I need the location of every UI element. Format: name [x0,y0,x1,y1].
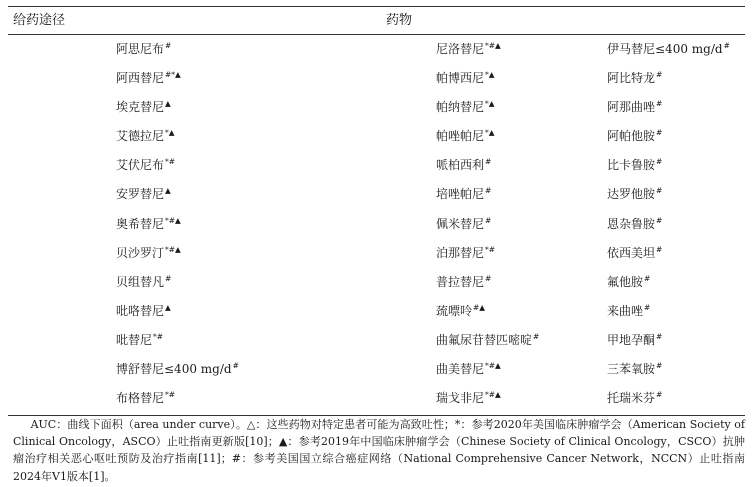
drug-cell [436,65,495,94]
drug-cell [116,327,163,356]
drug-name: 贝组替凡 [116,274,165,289]
drug-cell [607,211,662,240]
guideline-marker: # [656,331,663,341]
drug-cell [607,181,662,210]
table-row [0,298,754,327]
drug-name: 甲地孕酮 [607,332,656,347]
guideline-marker: # [656,128,663,138]
drug-name: 阿西替尼 [116,71,165,86]
drug-cell [436,356,501,385]
guideline-marker: *#▲ [165,244,181,254]
table-row [0,240,754,269]
drug-name: 托瑞米芬 [607,391,656,406]
drug-cell [436,94,495,123]
guideline-marker: *# [153,331,164,341]
guideline-marker: *# [165,390,176,400]
drug-cell [116,356,239,385]
drug-name: 瑞戈非尼 [436,391,485,406]
guideline-marker: # [656,361,663,371]
guideline-marker: *#▲ [485,390,501,400]
header-drug: 药物 [386,13,413,28]
guideline-marker: ▲ [165,186,171,196]
guideline-marker: # [485,157,492,167]
drug-cell [607,240,662,269]
drug-cell [607,36,730,65]
drug-name: 来曲唑 [607,303,644,318]
drug-name: 埃克替尼 [116,100,165,115]
guideline-marker: # [644,302,651,312]
drug-name: 伊马替尼≤400 mg/d [607,42,723,56]
guideline-marker: # [656,157,663,167]
guideline-marker: # [165,273,172,283]
drug-cell [436,181,491,210]
guideline-marker: *▲ [485,128,495,138]
guideline-marker: # [656,186,663,196]
table-row [0,152,754,181]
guideline-marker: # [656,215,663,225]
drug-cell [436,152,491,181]
guideline-marker: # [723,41,730,50]
table-row [0,65,754,94]
drug-name: 佩米替尼 [436,216,485,231]
table-row [0,181,754,210]
drug-cell [436,269,491,298]
table-row [0,385,754,414]
guideline-marker: # [485,215,492,225]
drug-name: 曲氟尿苷替匹嘧啶 [436,332,533,347]
table-row [0,123,754,152]
drug-cell [436,211,491,240]
drug-name: 帕唑帕尼 [436,129,485,144]
drug-cell [436,327,539,356]
drug-cell [116,94,171,123]
drug-name: 普拉替尼 [436,274,485,289]
drug-name: 恩杂鲁胺 [607,216,656,231]
drug-name: 帕博西尼 [436,71,485,86]
drug-cell [607,327,662,356]
guideline-marker: # [232,361,239,371]
drug-name: 阿比特龙 [607,71,656,86]
drug-cell [607,298,650,327]
drug-name: 帕纳替尼 [436,100,485,115]
drug-cell [116,298,171,327]
table-body [0,36,754,414]
drug-name: 阿那曲唑 [607,100,656,115]
guideline-marker: # [656,390,663,400]
guideline-marker: #*▲ [165,70,181,80]
drug-cell [116,269,171,298]
drug-cell [116,385,175,414]
drug-name: 吡替尼 [116,332,153,347]
guideline-marker: # [165,41,172,50]
guideline-marker: *# [485,244,496,254]
guideline-marker: *▲ [165,128,175,138]
guideline-marker: *#▲ [485,41,501,50]
guideline-marker: *# [165,157,176,167]
drug-cell [116,211,181,240]
guideline-marker: *▲ [485,70,495,80]
drug-name: 巯嘌呤 [436,303,473,318]
drug-cell [607,94,662,123]
drug-name: 安罗替尼 [116,187,165,202]
guideline-marker: *#▲ [165,215,181,225]
table-row [0,94,754,123]
table-row [0,356,754,385]
drug-name: 培唑帕尼 [436,187,485,202]
guideline-marker: ▲ [165,302,171,312]
drug-cell [607,385,662,414]
drug-cell [436,240,495,269]
drug-name: 博舒替尼≤400 mg/d [116,362,232,377]
drug-name: 三苯氧胺 [607,362,656,377]
drug-name: 曲美替尼 [436,362,485,377]
drug-name: 艾伏尼布 [116,158,165,173]
drug-cell [436,298,485,327]
guideline-marker: #▲ [473,302,486,312]
table-footnote: AUC：曲线下面积（area under curve）。△：这些药物对特定患者可能为高致吐性；*：参考2020年美国临床肿瘤学会（American Society of Clinical Oncology，ASCO）止吐指南更新版[10]；▲：参考2019年中国临床肿瘤学会（Chinese Society of Clinical Oncology，CSCO）抗肿瘤治疗相关恶心呕吐预防及治疗指南[11]；#：参考美国国立综合癌症网络（National Comprehensive Cancer Network，NCCN）止吐指南2024年V1版本[1]。 [13,418,745,483]
drug-name: 吡咯替尼 [116,303,165,318]
guideline-marker: *▲ [485,99,495,109]
guideline-marker: # [656,70,663,80]
drug-cell [116,123,175,152]
drug-name: 依西美坦 [607,245,656,260]
table-row [0,327,754,356]
drug-name: 达罗他胺 [607,187,656,202]
header-route: 给药途径 [13,13,66,28]
drug-name: 贝沙罗汀 [116,245,165,260]
guideline-marker: # [656,99,663,109]
drug-cell [607,123,662,152]
drug-name: 艾德拉尼 [116,129,165,144]
table-top-rule [8,6,745,7]
drug-name: 泊那替尼 [436,245,485,260]
drug-cell [436,123,495,152]
guideline-marker: # [656,244,663,254]
drug-cell [116,181,171,210]
guideline-marker: # [485,186,492,196]
drug-name: 阿思尼布 [116,42,165,56]
table-header-rule [8,34,745,35]
drug-cell [607,152,662,181]
guideline-marker: *#▲ [485,361,501,371]
guideline-marker: # [533,331,540,341]
drug-name: 比卡鲁胺 [607,158,656,173]
drug-cell [607,65,662,94]
drug-name: 氟他胺 [607,274,644,289]
drug-cell [607,269,650,298]
table-row [0,36,754,65]
drug-cell [116,152,175,181]
drug-name: 阿帕他胺 [607,129,656,144]
table-row [0,269,754,298]
drug-name: 布格替尼 [116,391,165,406]
guideline-marker: # [644,273,651,283]
drug-name: 奥希替尼 [116,216,165,231]
drug-cell [116,240,181,269]
drug-name: 尼洛替尼 [436,42,485,56]
drug-name: 哌柏西利 [436,158,485,173]
table-row [0,211,754,240]
drug-cell [116,36,171,65]
drug-cell [436,385,501,414]
drug-cell [436,36,501,65]
drug-cell [607,356,662,385]
guideline-marker: # [485,273,492,283]
drug-cell [116,65,181,94]
guideline-marker: ▲ [165,99,171,109]
